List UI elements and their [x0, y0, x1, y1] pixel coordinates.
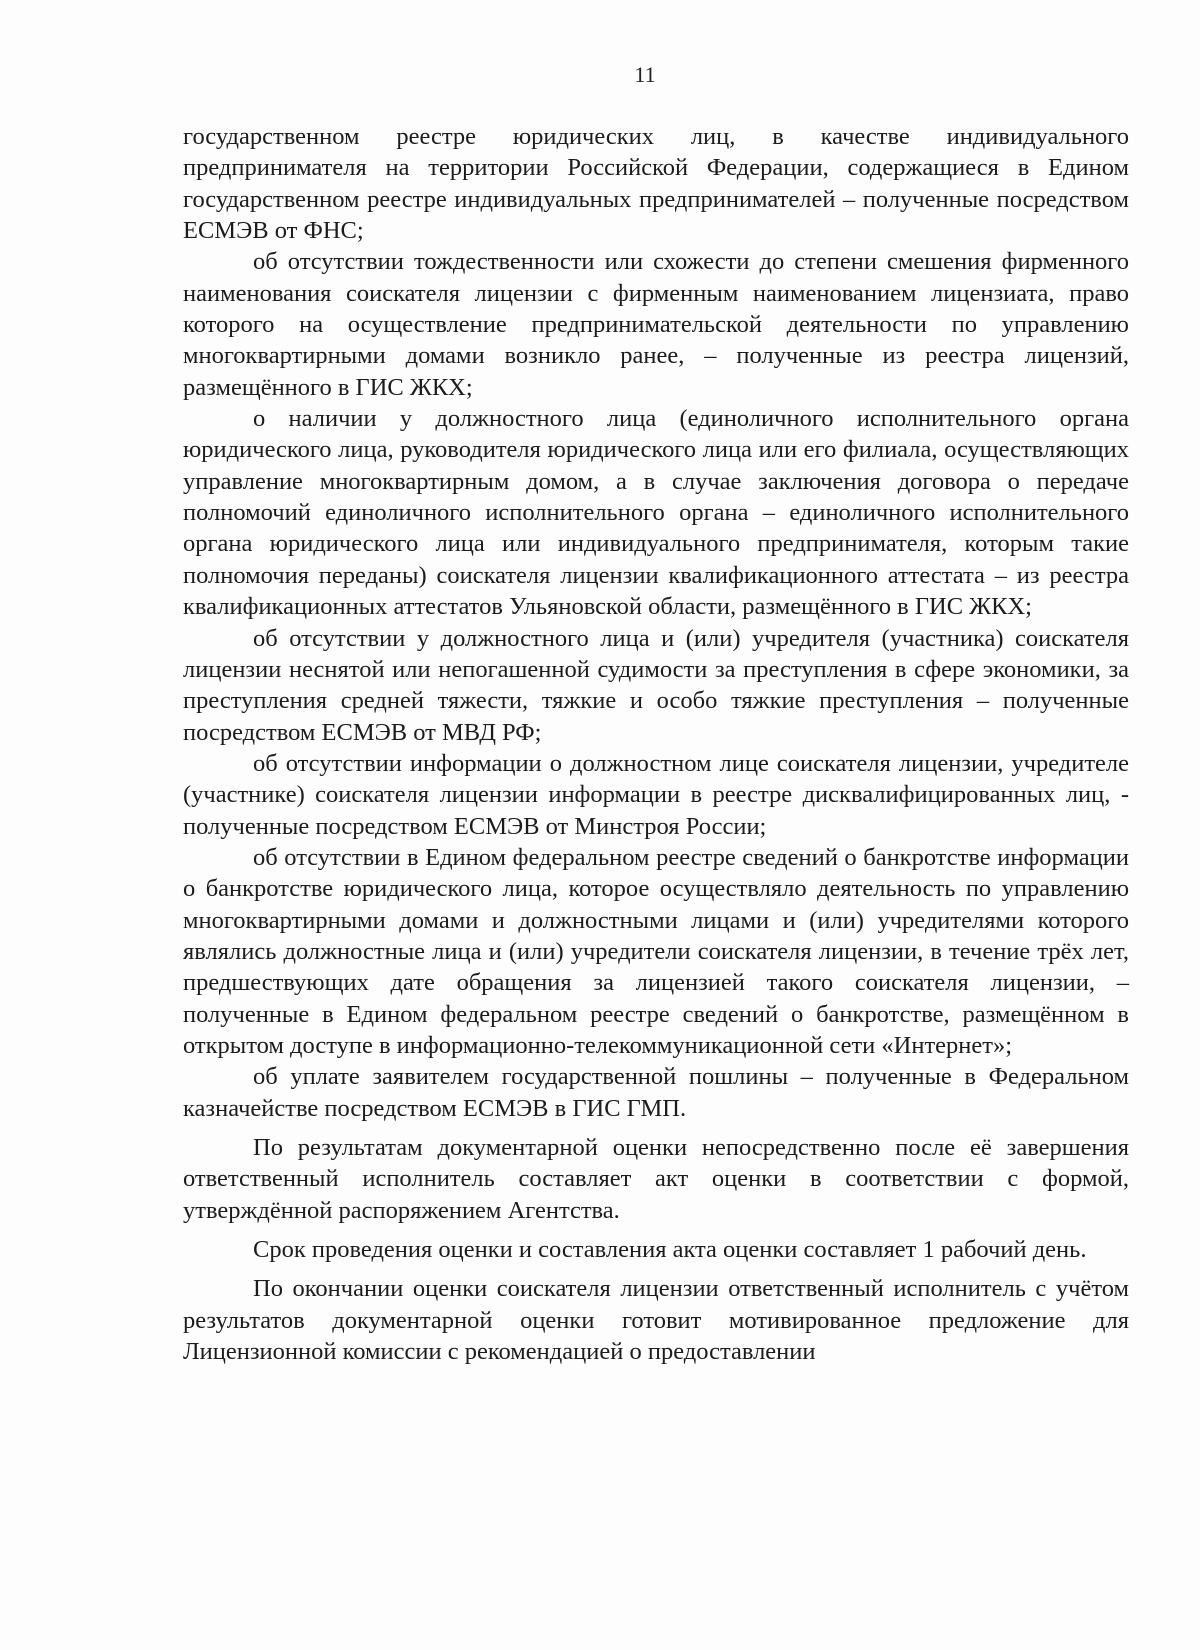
paragraph-disqualified-persons: об отсутствии информации о должностном лице соискателя лицензии, учредителе (участнике) соискателя лицензии информации в реестре дисквалифицированных лиц, - полученные посредством ЕСМЭВ от Минстроя России;: [183, 749, 1129, 840]
page-number: 11: [634, 62, 656, 87]
paragraph-qualification-certificate: о наличии у должностного лица (единоличного исполнительного органа юридического лица, руководителя юридического лица или его филиала, осуществляющих управление многоквартирным домом, а в случае заключения договора о передаче полномочий единоличного исполнительного органа – единоличного исполнительного органа юридического лица или индивидуального предпринимателя, которым такие полномочия переданы) соискателя лицензии квалификационного аттестата – из реестра квалификационных аттестатов Ульяновской области, размещённого в ГИС ЖКХ;: [183, 405, 1129, 621]
document-body: [183, 121, 1129, 1367]
paragraph-assessment-term: Срок проведения оценки и составления акта оценки составляет 1 рабочий день.: [253, 1236, 1087, 1264]
paragraph-state-fee: об уплате заявителем государственной пошлины – полученные в Федеральном казначействе посредством ЕСМЭВ в ГИС ГМП.: [183, 1063, 1129, 1122]
paragraph-criminal-record: об отсутствии у должностного лица и (или) учредителя (участника) соискателя лицензии неснятой или непогашенной судимости за преступления в сфере экономики, за преступления средней тяжести, тяжкие и особо тяжкие преступления – полученные посредством ЕСМЭВ от МВД РФ;: [183, 624, 1129, 746]
paragraph-bankruptcy-registry: об отсутствии в Едином федеральном реестре сведений о банкротстве информации о банкротстве юридического лица, которое осуществляло деятельность по управлению многоквартирными домами и должностными лицами и (или) учредителями которого являлись должностные лица и (или) учредители соискателя лицензии, в течение трёх лет, предшествующих дате обращения за лицензией такого соискателя лицензии, – полученные в Едином федеральном реестре сведений о банкротстве, размещённом в открытом доступе в информационно-телекоммуникационной сети «Интернет»;: [183, 843, 1129, 1059]
paragraph-continuation: государственном реестре юридических лиц, в качестве индивидуального предпринимателя на территории Российской Федерации, содержащиеся в Едином государственном реестре индивидуальных предпринимателей – полученные посредством ЕСМЭВ от ФНС;: [183, 123, 1129, 245]
paragraph-commission-proposal: По окончании оценки соискателя лицензии ответственный исполнитель с учётом результатов документарной оценки готовит мотивированное предложение для Лицензионной комиссии с рекомендацией о предоставлении: [183, 1275, 1129, 1366]
paragraph-trade-name-check: об отсутствии тождественности или схожести до степени смешения фирменного наименования соискателя лицензии с фирменным наименованием лицензиата, право которого на осуществление предпринимательской деятельности по управлению многоквартирными домами возникло ранее, – полученные из реестра лицензий, размещённого в ГИС ЖКХ;: [183, 248, 1129, 401]
paragraph-assessment-act: По результатам документарной оценки непосредственно после её завершения ответственный исполнитель составляет акт оценки в соответствии с формой, утверждённой распоряжением Агентства.: [183, 1134, 1129, 1224]
